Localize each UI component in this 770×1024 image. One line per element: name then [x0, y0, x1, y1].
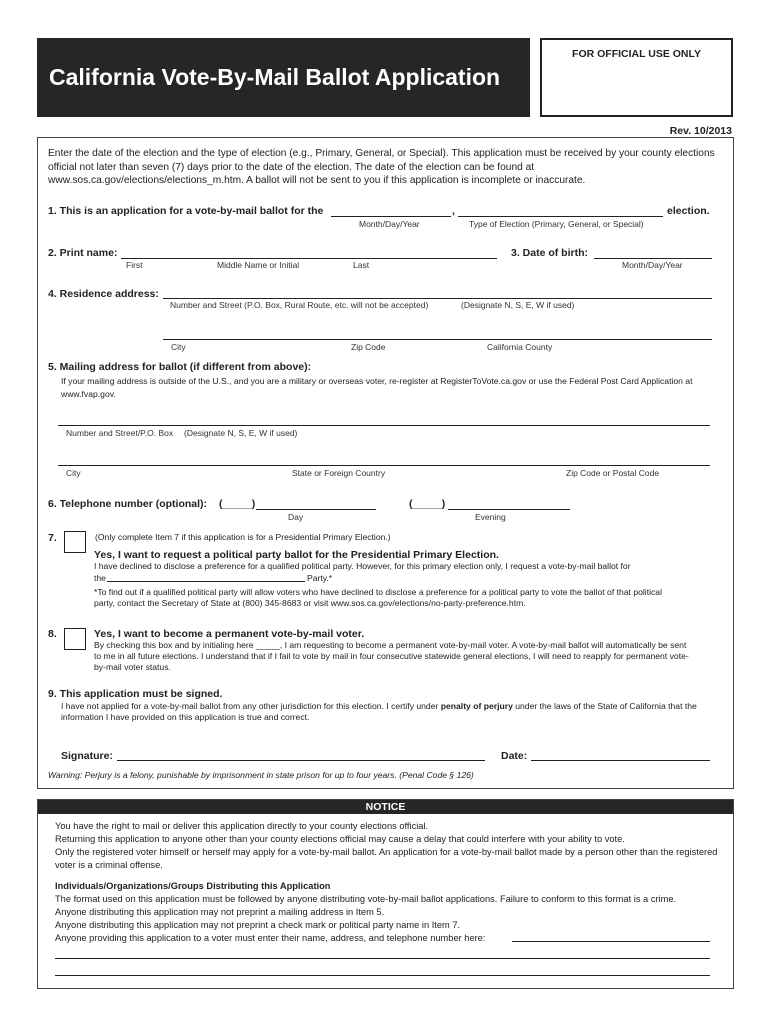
perjury-warning: Warning: Perjury is a felony, punishable by imprisonment in state prison for up to four years. (Penal Code § 126): [48, 770, 474, 780]
name-first-caption: First: [126, 260, 143, 270]
item5-note: If your mailing address is outside of the U.S., and you are a military or overseas voter, re-register at RegisterToVote.ca.gov or use the Federal Post Card Application at www.fvap.gov.: [61, 376, 693, 399]
page-title: California Vote-By-Mail Ballot Application: [49, 64, 501, 90]
residence-street-field[interactable]: [163, 298, 712, 299]
distributor-info-field-1[interactable]: [512, 941, 710, 942]
notice-title: NOTICE: [365, 801, 406, 813]
distributor-info-field-3[interactable]: [55, 975, 710, 976]
party-ballot-checkbox[interactable]: [64, 531, 86, 553]
item6-label: 6. Telephone number (optional):: [48, 498, 208, 510]
item5-label: 5. Mailing address for ballot (if different from above):: [48, 361, 312, 373]
notice-line-2: Returning this application to anyone other than your county elections official may cause a delay that could interfere with your ability to vote.: [55, 834, 625, 844]
intro-text: Enter the date of the election and the type of election (e.g., Primary, General, or Special). This application must be received by your county elections official not later than seven (7) days prior to the date of the election. The date of the election can be found at www.sos.ca.gov/elections/elections_m.htm. A ballot will not be sent to you if this application is incomplete or inaccurate.: [48, 148, 715, 186]
notice-line-1: You have the right to mail or deliver this application directly to your county elections official.: [55, 821, 429, 831]
notice-rule-4: Anyone providing this application to a voter must enter their name, address, and telephone number here:: [55, 933, 486, 943]
name-last-caption: Last: [353, 260, 370, 270]
item1-comma: ,: [452, 205, 455, 217]
item7-party-label: Party.*: [307, 573, 333, 583]
item3-label: 3. Date of birth:: [511, 247, 589, 259]
item9-body-end: under the laws of the State of California that the information I have provided on this application is true and correct.: [61, 701, 697, 722]
mailing-state-caption: State or Foreign Country: [292, 468, 386, 478]
mailing-designate-caption: (Designate N, S, E, W if used): [184, 428, 298, 438]
item9-body-start: I have not applied for a vote-by-mail ballot from any other jurisdiction for this election. I certify under: [61, 701, 439, 711]
mailing-street-caption: Number and Street/P.O. Box: [66, 428, 174, 438]
election-date-caption: Month/Day/Year: [359, 219, 420, 229]
official-use-box: [540, 38, 733, 117]
item7-footnote: *To find out if a qualified political party will allow voters who have declined to disclose a preference for a political party to vote the ballot of that political party, contact the Secretary of State at (800) 345-8683 or visit www.sos.ca.gov/elections/no-party-preference.htm.: [94, 587, 662, 608]
residence-zip-caption: Zip Code: [351, 342, 386, 352]
item7-number: 7.: [48, 532, 57, 544]
notice-rule-3: Anyone distributing this application may not preprint a check mark or political party name in Item 7.: [55, 920, 461, 930]
day-phone-caption: Day: [288, 512, 304, 522]
election-type-field[interactable]: [458, 216, 663, 217]
notice-line-3: Only the registered voter himself or herself may apply for a vote-by-mail ballot. An application for a vote-by-mail ballot made by a person other than the registered voter is a criminal offense.: [55, 847, 718, 870]
residence-street-caption: Number and Street (P.O. Box, Rural Route, etc. will not be accepted): [170, 300, 429, 310]
mailing-street-field[interactable]: [58, 425, 710, 426]
residence-city-field[interactable]: [163, 339, 712, 340]
date-label: Date:: [501, 750, 528, 762]
permanent-voter-checkbox[interactable]: [64, 628, 86, 650]
signature-date-field[interactable]: [531, 760, 710, 761]
item2-label: 2. Print name:: [48, 247, 118, 259]
item1-suffix: election.: [667, 205, 710, 217]
item8-body: By checking this box and by initialing here _____, I am requesting to become a permanent vote-by-mail voter. A vote-by-mail ballot will automatically be sent to me in all future elections. I understand that if I fail to vote by mail in four consecutive statewide general elections, I will need to reapply for permanent vote-by-mail voter status.: [94, 640, 689, 672]
residence-city-caption: City: [171, 342, 186, 352]
birth-date-caption: Month/Day/Year: [622, 260, 683, 270]
residence-county-caption: California County: [487, 342, 553, 352]
residence-designate-caption: (Designate N, S, E, W if used): [461, 300, 575, 310]
evening-area-code: (_____): [409, 498, 446, 510]
name-middle-caption: Middle Name or Initial: [217, 260, 300, 270]
mailing-city-field[interactable]: [58, 465, 710, 466]
birth-date-field[interactable]: [594, 258, 712, 259]
penalty-of-perjury: penalty of perjury: [440, 701, 513, 711]
mailing-zip-caption: Zip Code or Postal Code: [566, 468, 660, 478]
item4-label: 4. Residence address:: [48, 288, 159, 300]
title-banner: [37, 38, 530, 117]
item8-number: 8.: [48, 628, 57, 640]
election-type-caption: Type of Election (Primary, General, or Special): [469, 219, 644, 229]
notice-banner: [38, 800, 733, 814]
item7-heading: Yes, I want to request a political party ballot for the Presidential Primary Election.: [94, 549, 499, 561]
notice-subheading: Individuals/Organizations/Groups Distributing this Application: [55, 881, 331, 891]
item7-the-label: the: [94, 573, 106, 583]
day-area-code: (_____): [219, 498, 256, 510]
item9-label: 9. This application must be signed.: [48, 688, 223, 700]
signature-field[interactable]: [117, 760, 485, 761]
notice-rule-2: Anyone distributing this application may not preprint a mailing address in Item 5.: [55, 907, 385, 917]
day-phone-field[interactable]: [256, 509, 376, 510]
item1-label: 1. This is an application for a vote-by-mail ballot for the: [48, 205, 324, 217]
item7-body: I have declined to disclose a preference for a qualified political party. However, for this primary election only, I request a vote-by-mail ballot for: [94, 561, 631, 571]
evening-phone-field[interactable]: [448, 509, 570, 510]
party-name-field[interactable]: [107, 581, 305, 582]
item9-body: [61, 701, 701, 723]
election-date-field[interactable]: [331, 216, 451, 217]
revision-label: Rev. 10/2013: [669, 125, 732, 137]
notice-body: [55, 820, 719, 945]
print-name-field[interactable]: [121, 258, 497, 259]
signature-label: Signature:: [61, 750, 113, 762]
item8-heading: Yes, I want to become a permanent vote-by-mail voter.: [94, 628, 365, 640]
distributor-info-field-2[interactable]: [55, 958, 710, 959]
notice-rule-1: The format used on this application must be followed by anyone distributing vote-by-mail ballot applications. Failure to conform to this format is a crime.: [55, 894, 677, 904]
evening-phone-caption: Evening: [475, 512, 506, 522]
official-use-label: FOR OFFICIAL USE ONLY: [572, 48, 701, 60]
mailing-city-caption: City: [66, 468, 81, 478]
item7-note: (Only complete Item 7 if this application is for a Presidential Primary Election.): [95, 532, 391, 542]
